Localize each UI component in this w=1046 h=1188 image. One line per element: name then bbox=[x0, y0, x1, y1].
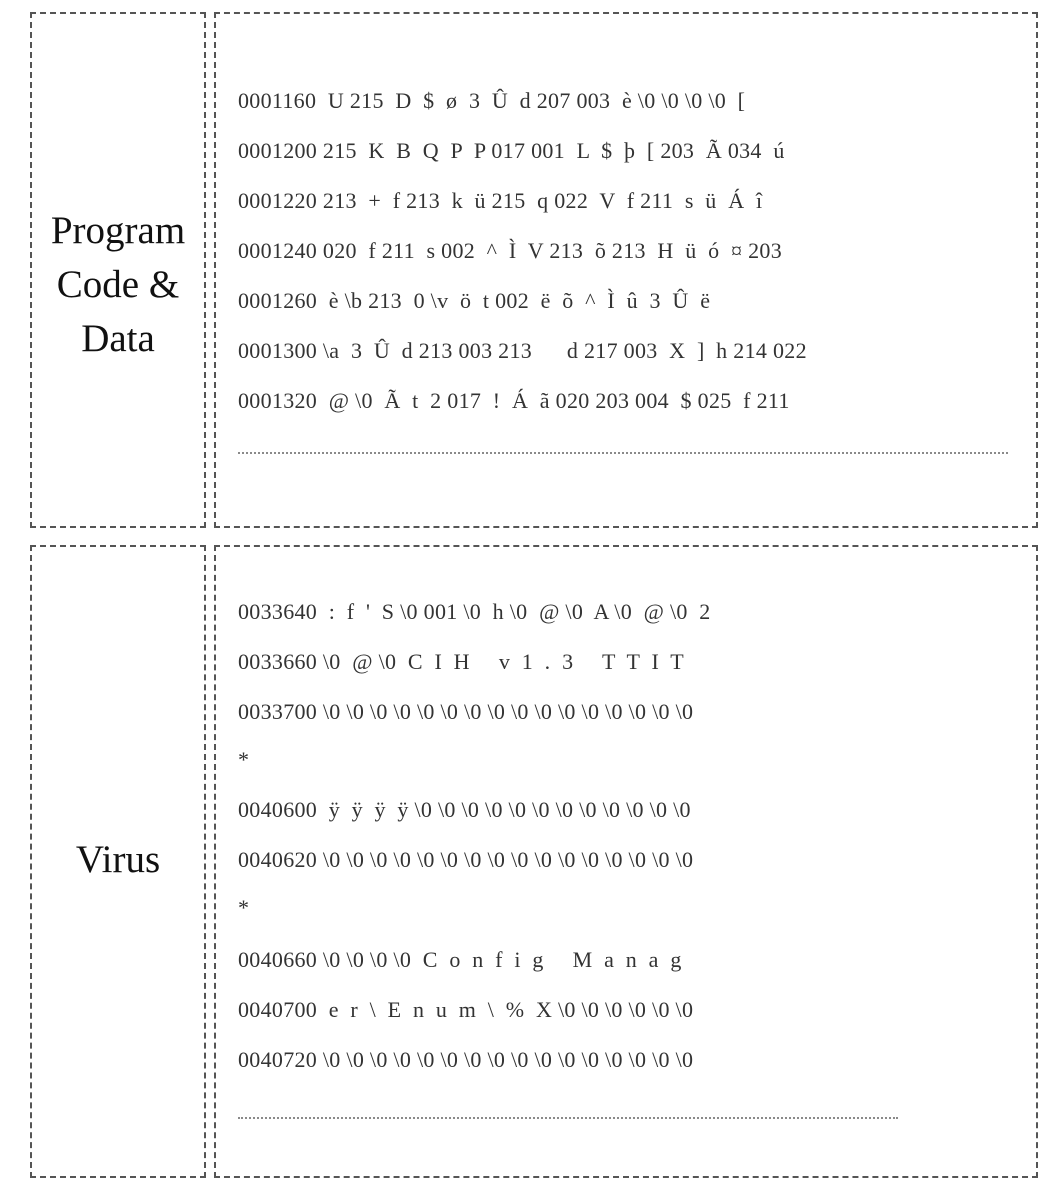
dump-line: 0001240 020 f 211 s 002 ^ Ì V 213 õ 213 H ü ó ¤ 203 bbox=[238, 238, 783, 263]
dump-line: * bbox=[238, 895, 250, 920]
dump-line: 0001260 è \b 213 0 \v ö t 002 ë õ ^ Ì û 3 Û ë bbox=[238, 288, 711, 313]
continuation-dots bbox=[238, 452, 1008, 454]
label-line: Program bbox=[50, 209, 186, 252]
label-line: Virus bbox=[75, 838, 161, 881]
label-line: Data bbox=[81, 317, 155, 360]
dump-line: 0001200 215 K B Q P P 017 001 L $ þ [ 203 Ã 034 ú bbox=[238, 138, 785, 163]
virus-label bbox=[32, 833, 204, 887]
dump-line: 0001300 \a 3 Û d 213 003 213 d 217 003 X ] h 214 022 bbox=[238, 338, 807, 363]
label-line: Code & bbox=[56, 263, 180, 306]
dump-line: 0001160 U 215 D $ ø 3 Û d 207 003 è \0 \0 \0 \0 [ bbox=[238, 88, 746, 113]
dump-line: 0033700 \0 \0 \0 \0 \0 \0 \0 \0 \0 \0 \0 \0 \0 \0 \0 \0 bbox=[238, 699, 694, 724]
dump-line: 0040700 e r \ E n u m \ % X \0 \0 \0 \0 \0 \0 bbox=[238, 997, 694, 1022]
dump-line: 0040620 \0 \0 \0 \0 \0 \0 \0 \0 \0 \0 \0 \0 \0 \0 \0 \0 bbox=[238, 847, 694, 872]
virus-label-box bbox=[30, 545, 206, 1178]
continuation-dots bbox=[238, 1117, 898, 1119]
dump-line: 0033640 : f ' S \0 001 \0 h \0 @ \0 A \0 @ \0 2 bbox=[238, 599, 711, 624]
dump-line: 0040660 \0 \0 \0 \0 C o n f i g M a n a g bbox=[238, 947, 682, 972]
program-code-data-label-box bbox=[30, 12, 206, 528]
dump-line: 0040720 \0 \0 \0 \0 \0 \0 \0 \0 \0 \0 \0 \0 \0 \0 \0 \0 bbox=[238, 1047, 694, 1072]
dump-line: 0040600 ÿ ÿ ÿ ÿ \0 \0 \0 \0 \0 \0 \0 \0 \0 \0 \0 \0 bbox=[238, 797, 691, 822]
dump-line: 0001320 @ \0 Ã t 2 017 ! Á ã 020 203 004 $ 025 f 211 bbox=[238, 388, 790, 413]
virus-hex-dump-box bbox=[214, 545, 1038, 1178]
dump-line: 0001220 213 + f 213 k ü 215 q 022 V f 211 s ü Á î bbox=[238, 188, 763, 213]
dump-line: * bbox=[238, 747, 250, 772]
dump-line: 0033660 \0 @ \0 C I H v 1 . 3 T T I T bbox=[238, 649, 685, 674]
program-code-data-label bbox=[32, 204, 204, 366]
program-hex-dump-box bbox=[214, 12, 1038, 528]
